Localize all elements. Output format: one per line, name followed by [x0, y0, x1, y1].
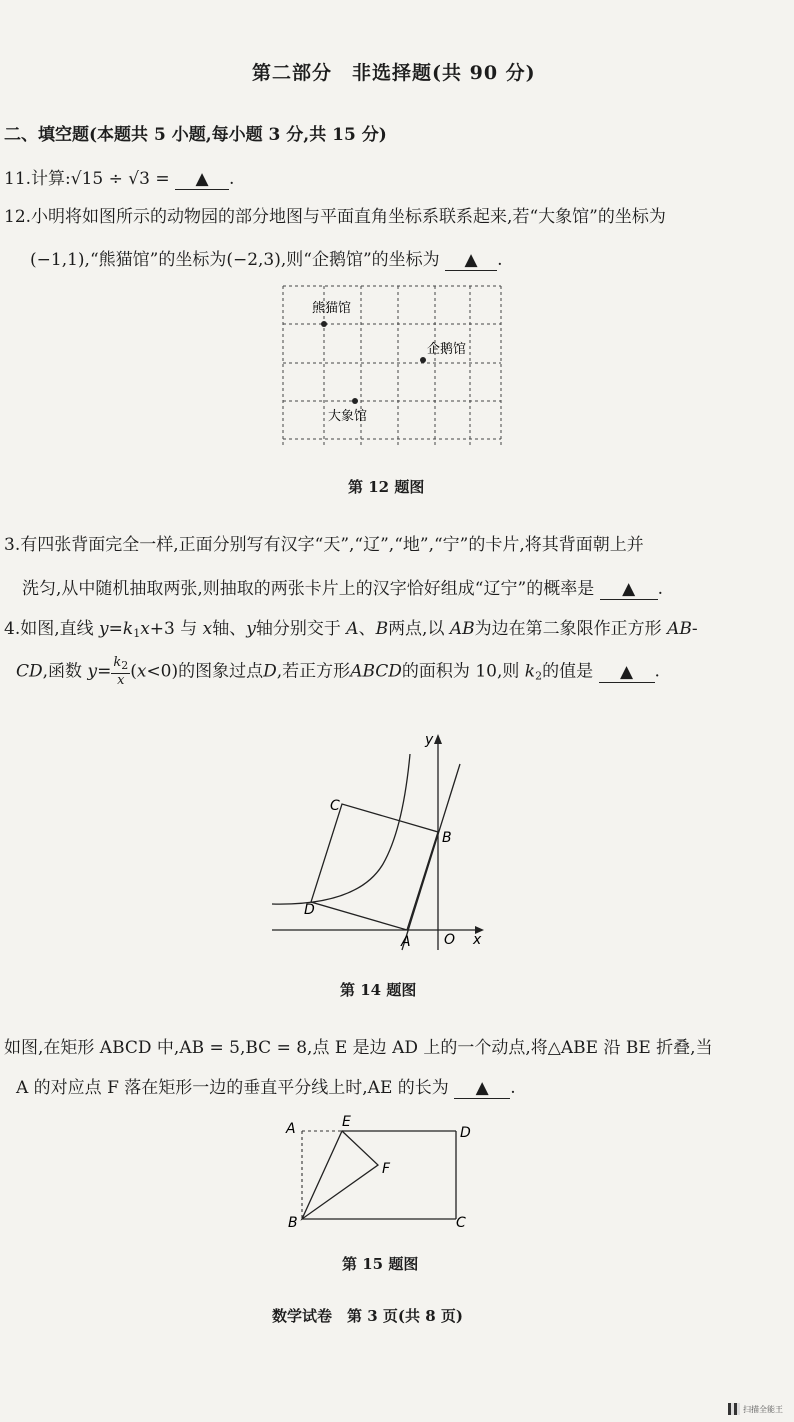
answer-blank-15[interactable]: ▲	[454, 1078, 510, 1099]
label-point-D: D	[460, 1125, 471, 1141]
label-point-A: A	[286, 1121, 296, 1137]
page-title: 第二部分 非选择题(共 90 分)	[252, 62, 536, 84]
penguin-hall-point	[420, 357, 426, 363]
question-12-line2: (−1,1),“熊猫馆”的坐标为(−2,3),则“企鹅馆”的坐标为 ▲ .	[30, 250, 503, 270]
answer-blank-13[interactable]: ▲	[600, 579, 658, 600]
question-14-line1: 4.如图,直线 $y=k_1x+3$ 与 x轴、y轴分别交于 A、B两点,以 AB为边在第二象限作正方形 AB-	[4, 619, 698, 640]
label-x-axis: x	[473, 932, 482, 948]
question-11: 11.计算:√15 ÷ √3 = ▲ .	[4, 169, 235, 189]
question-12-line1: 12.小明将如图所示的动物园的部分地图与平面直角坐标系联系起来,若“大象馆”的坐标为	[4, 207, 666, 227]
answer-blank-11[interactable]: ▲	[175, 169, 229, 190]
page-footer: 数学试卷 第 3 页(共 8 页)	[272, 1307, 463, 1325]
figure-14-coordinate-diagram	[268, 724, 494, 954]
figure-15-caption: 第 15 题图	[342, 1255, 419, 1273]
label-point-B: B	[288, 1215, 298, 1231]
label-point-A: A	[401, 934, 411, 950]
elephant-hall-point	[352, 398, 358, 404]
label-point-C: C	[330, 798, 340, 814]
section-heading: 二、填空题(本题共 5 小题,每小题 3 分,共 15 分)	[4, 125, 387, 145]
label-point-D: D	[304, 902, 315, 918]
panda-hall-point	[321, 321, 327, 327]
question-14-line2: CD,函数 y= $\frac{k_2}{x}$ (x<0)的图象过点D,若正方形ABCD的面积为 10,则 $k_2$的值是 ▲ .	[16, 655, 660, 688]
label-point-E: E	[342, 1114, 351, 1130]
label-origin: O	[444, 932, 456, 948]
figure-14-caption: 第 14 题图	[340, 981, 417, 999]
label-panda-hall: 熊猫馆	[312, 301, 352, 316]
label-point-F: F	[382, 1161, 391, 1177]
label-point-C: C	[456, 1215, 466, 1231]
figure-12-grid-map	[270, 278, 510, 458]
question-15-line2: A 的对应点 F 落在矩形一边的垂直平分线上时,AE 的长为 ▲ .	[16, 1078, 516, 1098]
label-y-axis: y	[425, 732, 434, 748]
label-penguin-hall: 企鹅馆	[427, 342, 467, 357]
figure-15-rectangle-diagram	[282, 1113, 482, 1233]
label-elephant-hall: 大象馆	[328, 409, 368, 424]
answer-blank-12[interactable]: ▲	[445, 250, 497, 271]
question-15-line1: 如图,在矩形 ABCD 中,AB = 5,BC = 8,点 E 是边 AD 上的一个动点,将△ABE 沿 BE 折叠,当	[4, 1038, 713, 1058]
question-13-line2: 洗匀,从中随机抽取两张,则抽取的两张卡片上的汉字恰好组成“辽宁”的概率是 ▲ .	[22, 579, 664, 599]
figure-12-caption: 第 12 题图	[348, 478, 425, 496]
qr-code-icon	[728, 1403, 740, 1415]
answer-blank-14[interactable]: ▲	[599, 662, 655, 683]
label-point-B: B	[442, 830, 452, 846]
scanner-watermark: 扫描全能王	[728, 1402, 790, 1416]
question-13-line1: 3.有四张背面完全一样,正面分别写有汉字“天”,“辽”,“地”,“宁”的卡片,将其背面朝上并	[4, 535, 644, 555]
